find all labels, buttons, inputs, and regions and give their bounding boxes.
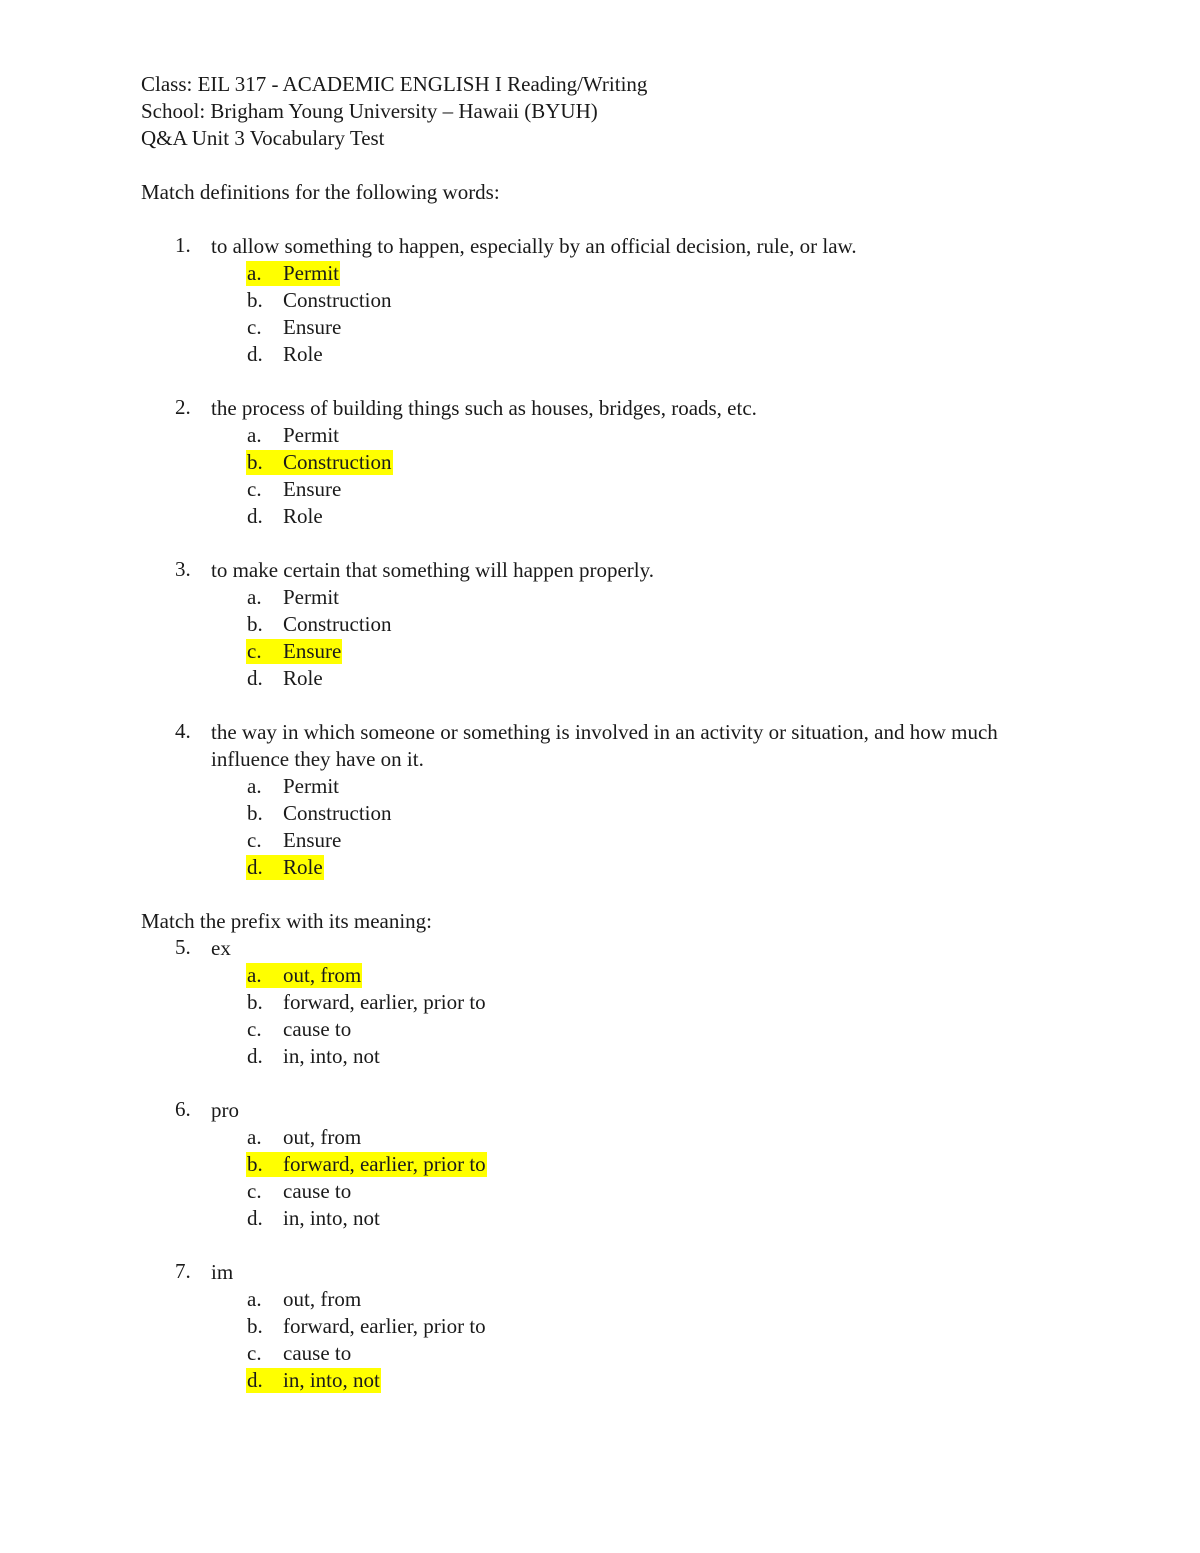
question-text: to make certain that something will happen properly. <box>211 558 655 582</box>
question-line <box>141 395 1061 422</box>
answer-option <box>141 422 1061 449</box>
option-text: cause to <box>283 1179 352 1203</box>
answer-option <box>141 476 1061 503</box>
spacer <box>141 368 1061 395</box>
question-block <box>141 719 1061 881</box>
option-text: Ensure <box>283 477 342 501</box>
option-text: Ensure <box>283 315 342 339</box>
question-text: the process of building things such as houses, bridges, roads, etc. <box>211 396 757 420</box>
option-text: Construction <box>283 612 392 636</box>
answer-option <box>141 584 1061 611</box>
option-letter: d. <box>247 666 263 690</box>
option-text: out, from <box>283 1125 362 1149</box>
question-number: 4. <box>175 719 191 743</box>
answer-option <box>141 1286 1061 1313</box>
option-letter: a. <box>247 774 262 798</box>
question-number: 1. <box>175 233 191 257</box>
answer-option <box>141 287 1061 314</box>
spacer <box>141 881 1061 908</box>
question-block <box>141 395 1061 530</box>
answer-option <box>141 1340 1061 1367</box>
option-letter: b. <box>247 1152 263 1176</box>
option-letter: d. <box>247 1044 263 1068</box>
answer-option <box>141 1178 1061 1205</box>
option-text: forward, earlier, prior to <box>283 1152 486 1176</box>
option-text: out, from <box>283 1287 362 1311</box>
option-text: forward, earlier, prior to <box>283 990 486 1014</box>
question-text: im <box>211 1260 234 1284</box>
option-text: in, into, not <box>283 1368 380 1392</box>
option-letter: b. <box>247 288 263 312</box>
question-number: 2. <box>175 395 191 419</box>
option-text: Permit <box>283 261 339 285</box>
section1-instruction: Match definitions for the following words: <box>141 180 500 204</box>
option-text: Ensure <box>283 828 342 852</box>
option-text: in, into, not <box>283 1044 380 1068</box>
question-number: 7. <box>175 1259 191 1283</box>
option-letter: a. <box>247 423 262 447</box>
question-text: pro <box>211 1098 239 1122</box>
school-line: School: Brigham Young University – Hawaii (BYUH) <box>141 99 598 123</box>
option-text: out, from <box>283 963 362 987</box>
answer-option <box>141 503 1061 530</box>
option-letter: d. <box>247 342 263 366</box>
answer-option <box>141 611 1061 638</box>
option-letter: d. <box>247 504 263 528</box>
answer-option <box>141 314 1061 341</box>
answer-option <box>141 989 1061 1016</box>
option-letter: a. <box>247 1125 262 1149</box>
option-text: cause to <box>283 1017 352 1041</box>
option-letter: a. <box>247 585 262 609</box>
question-line <box>141 1259 1061 1286</box>
option-letter: d. <box>247 855 263 879</box>
answer-option <box>141 1151 1061 1178</box>
option-text: Ensure <box>283 639 342 663</box>
spacer <box>141 1070 1061 1097</box>
option-letter: b. <box>247 1314 263 1338</box>
section2-instruction: Match the prefix with its meaning: <box>141 909 433 933</box>
option-text: Role <box>283 666 323 690</box>
answer-option <box>141 1016 1061 1043</box>
question-number: 3. <box>175 557 191 581</box>
spacer <box>141 1394 1061 1421</box>
option-letter: c. <box>247 477 262 501</box>
option-text: Role <box>283 855 323 879</box>
question-line <box>141 1097 1061 1124</box>
question-text: the way in which someone or something is involved in an activity or situation, and how much influence they have on it. <box>211 720 998 771</box>
question-block <box>141 935 1061 1070</box>
test-title: Q&A Unit 3 Vocabulary Test <box>141 126 385 150</box>
question-line <box>141 233 1061 260</box>
option-text: Role <box>283 342 323 366</box>
document-page <box>141 71 1061 1421</box>
answer-option <box>141 1043 1061 1070</box>
question-line <box>141 719 1061 773</box>
option-text: Construction <box>283 288 392 312</box>
question-text: to allow something to happen, especially by an official decision, rule, or law. <box>211 234 857 258</box>
option-letter: b. <box>247 450 263 474</box>
question-number: 6. <box>175 1097 191 1121</box>
option-text: Permit <box>283 585 339 609</box>
spacer <box>141 1232 1061 1259</box>
option-letter: b. <box>247 801 263 825</box>
answer-option <box>141 638 1061 665</box>
option-text: cause to <box>283 1341 352 1365</box>
option-letter: a. <box>247 1287 262 1311</box>
answer-option <box>141 800 1061 827</box>
answer-option <box>141 1124 1061 1151</box>
answer-option <box>141 854 1061 881</box>
option-text: Construction <box>283 450 392 474</box>
question-block <box>141 233 1061 368</box>
option-letter: c. <box>247 315 262 339</box>
option-letter: d. <box>247 1368 263 1392</box>
answer-option <box>141 1205 1061 1232</box>
section2-question-list <box>141 935 1061 1421</box>
option-text: in, into, not <box>283 1206 380 1230</box>
answer-option <box>141 1313 1061 1340</box>
option-letter: b. <box>247 612 263 636</box>
option-letter: a. <box>247 963 262 987</box>
answer-option <box>141 1367 1061 1394</box>
option-letter: c. <box>247 1179 262 1203</box>
option-text: forward, earlier, prior to <box>283 1314 486 1338</box>
answer-option <box>141 260 1061 287</box>
option-letter: d. <box>247 1206 263 1230</box>
spacer <box>141 692 1061 719</box>
option-letter: c. <box>247 828 262 852</box>
answer-option <box>141 962 1061 989</box>
section1-question-list <box>141 233 1061 908</box>
answer-option <box>141 773 1061 800</box>
option-letter: c. <box>247 1017 262 1041</box>
option-text: Permit <box>283 774 339 798</box>
option-letter: c. <box>247 639 262 663</box>
question-line <box>141 557 1061 584</box>
question-block <box>141 557 1061 692</box>
spacer <box>141 530 1061 557</box>
option-text: Construction <box>283 801 392 825</box>
answer-option <box>141 341 1061 368</box>
option-letter: c. <box>247 1341 262 1365</box>
question-number: 5. <box>175 935 191 959</box>
spacer <box>141 152 1061 179</box>
option-letter: b. <box>247 990 263 1014</box>
option-text: Permit <box>283 423 339 447</box>
answer-option <box>141 449 1061 476</box>
question-text: ex <box>211 936 231 960</box>
question-line <box>141 935 1061 962</box>
class-line: Class: EIL 317 - ACADEMIC ENGLISH I Reading/Writing <box>141 72 648 96</box>
option-text: Role <box>283 504 323 528</box>
question-block <box>141 1097 1061 1232</box>
answer-option <box>141 827 1061 854</box>
answer-option <box>141 665 1061 692</box>
option-letter: a. <box>247 261 262 285</box>
question-block <box>141 1259 1061 1394</box>
spacer <box>141 206 1061 233</box>
